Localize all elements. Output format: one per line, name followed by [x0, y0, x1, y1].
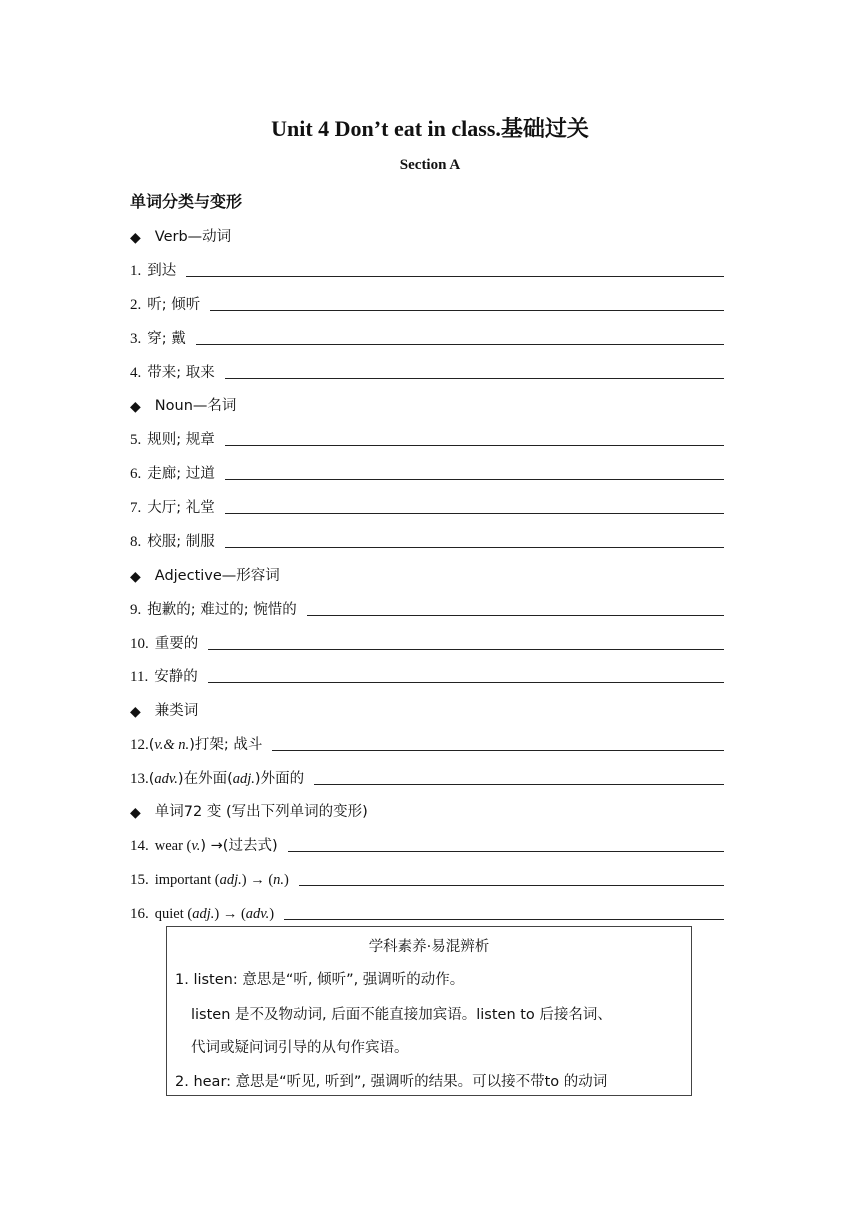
- item-number: 13.: [130, 771, 149, 787]
- exercise-row-2: [130, 290, 724, 314]
- section-heading: 单词分类与变形: [130, 192, 243, 211]
- exercise-row-15: [130, 865, 724, 889]
- category-transform: [130, 797, 368, 821]
- item-number: 10.: [130, 636, 149, 652]
- answer-line[interactable]: [307, 615, 724, 616]
- item-number: 5.: [130, 432, 142, 448]
- item-number: 9.: [130, 602, 142, 618]
- category-multi: [130, 696, 198, 720]
- answer-line[interactable]: [299, 885, 724, 886]
- item-label: (adv.)在外面(adj.)外面的: [148, 771, 305, 787]
- item-number: 1.: [130, 263, 142, 279]
- confusables-box: [166, 926, 692, 1096]
- item-number: 14.: [130, 838, 149, 854]
- diamond-bullet-icon: ◆: [130, 230, 141, 246]
- item-number: 7.: [130, 500, 142, 516]
- category-label: Verb—动词: [154, 229, 232, 245]
- answer-line[interactable]: [225, 513, 724, 514]
- answer-line[interactable]: [186, 276, 724, 277]
- item-number: 15.: [130, 872, 149, 888]
- item-label: 抱歉的; 难过的; 惋惜的: [147, 602, 297, 618]
- category-label: 单词72 变 (写出下列单词的变形): [154, 804, 368, 820]
- answer-line[interactable]: [284, 919, 724, 920]
- item-number: 6.: [130, 466, 142, 482]
- category-label: 兼类词: [154, 703, 199, 719]
- item-label: wear (v.) →(过去式): [154, 838, 278, 854]
- item-number: 4.: [130, 365, 142, 381]
- item-label: 穿; 戴: [147, 331, 186, 347]
- diamond-bullet-icon: ◆: [130, 399, 141, 415]
- diamond-bullet-icon: ◆: [130, 805, 141, 821]
- exercise-row-13: [130, 764, 724, 788]
- item-label: (v.& n.)打架; 战斗: [148, 737, 263, 753]
- item-number: 3.: [130, 331, 142, 347]
- exercise-row-8: [130, 527, 724, 551]
- item-number: 11.: [130, 669, 149, 685]
- diamond-bullet-icon: ◆: [130, 704, 141, 720]
- answer-line[interactable]: [208, 649, 724, 650]
- exercise-row-6: [130, 459, 724, 483]
- answer-line[interactable]: [225, 479, 724, 480]
- item-label: 大厅; 礼堂: [147, 500, 215, 516]
- item-number: 2.: [130, 297, 142, 313]
- item-label: 带来; 取来: [147, 365, 215, 381]
- item-label: quiet (adj.) → (adv.): [154, 906, 275, 922]
- answer-line[interactable]: [196, 344, 724, 345]
- answer-line[interactable]: [225, 547, 724, 548]
- answer-line[interactable]: [210, 310, 724, 311]
- box-line-3: 代词或疑问词引导的从句作宾语。: [191, 1040, 409, 1056]
- item-label: 听; 倾听: [147, 297, 201, 313]
- answer-line[interactable]: [225, 445, 724, 446]
- box-line-4: 2. hear: 意思是“听见, 听到”, 强调听的结果。可以接不带to 的动词: [175, 1074, 608, 1090]
- item-label: 走廊; 过道: [147, 466, 215, 482]
- answer-line[interactable]: [208, 682, 724, 683]
- diamond-bullet-icon: ◆: [130, 569, 141, 585]
- category-noun: [130, 391, 236, 415]
- category-label: Noun—名词: [154, 398, 237, 414]
- answer-line[interactable]: [225, 378, 724, 379]
- exercise-row-12: [130, 730, 724, 754]
- item-label: important (adj.) → (n.): [154, 872, 289, 888]
- exercise-row-11: [130, 662, 724, 686]
- item-number: 12.: [130, 737, 149, 753]
- box-line-1: 1. listen: 意思是“听, 倾听”, 强调听的动作。: [175, 972, 465, 988]
- exercise-row-14: [130, 831, 724, 855]
- exercise-row-7: [130, 493, 724, 517]
- answer-line[interactable]: [272, 750, 724, 751]
- item-label: 规则; 规章: [147, 432, 215, 448]
- answer-line[interactable]: [288, 851, 724, 852]
- exercise-row-4: [130, 358, 724, 382]
- item-label: 安静的: [154, 669, 198, 685]
- exercise-row-1: [130, 256, 724, 280]
- category-label: Adjective—形容词: [154, 568, 280, 584]
- exercise-row-5: [130, 425, 724, 449]
- answer-line[interactable]: [314, 784, 724, 785]
- item-label: 校服; 制服: [147, 534, 215, 550]
- category-verb: [130, 222, 231, 246]
- item-number: 16.: [130, 906, 149, 922]
- exercise-row-10: [130, 629, 724, 653]
- item-label: 重要的: [154, 636, 199, 652]
- section-title: Section A: [399, 157, 461, 173]
- exercise-row-16: [130, 899, 724, 923]
- item-label: 到达: [147, 263, 177, 279]
- exercise-row-3: [130, 324, 724, 348]
- box-title: 学科素养·易混辨析: [368, 939, 490, 955]
- exercise-row-9: [130, 595, 724, 619]
- box-line-2: listen 是不及物动词, 后面不能直接加宾语。listen to 后接名词、: [191, 1007, 612, 1023]
- item-number: 8.: [130, 534, 142, 550]
- page-title: Unit 4 Don’t eat in class.基础过关: [271, 116, 589, 141]
- category-adjective: [130, 561, 280, 585]
